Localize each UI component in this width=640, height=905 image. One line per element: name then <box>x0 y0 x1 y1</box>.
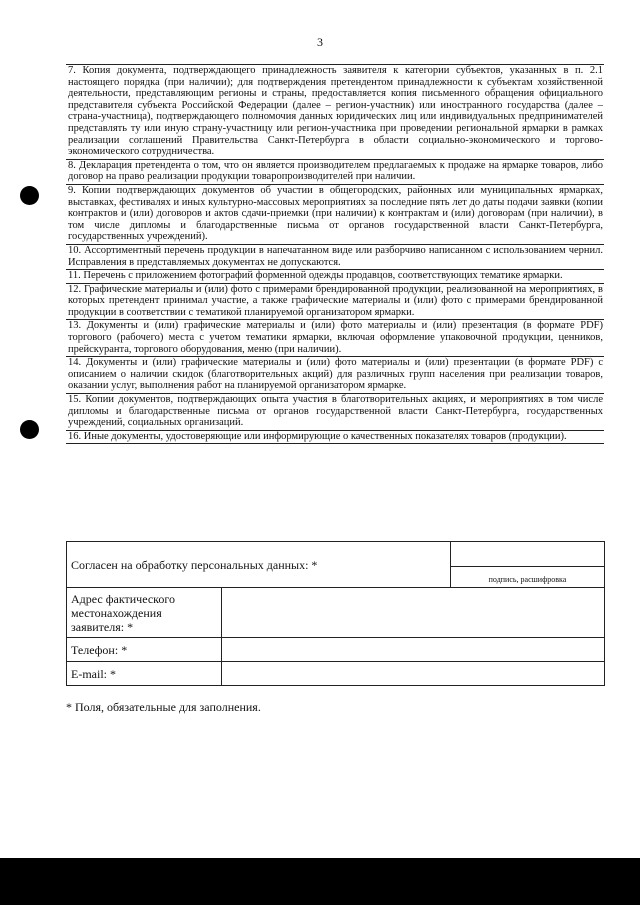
punch-hole-top <box>20 186 39 205</box>
list-item-14: 14. Документы и (или) графические материалы и (или) фото материалы и (или) презентации (в формате PDF) с описанием о наличии скидок (благотворительных акций) для различных групп населения при реализации товаров, оказании услуг, выполнения работ на планируемой организатором ярмарке. <box>66 357 604 394</box>
phone-input[interactable] <box>222 638 605 662</box>
list-item-11: 11. Перечень с приложением фотографий форменной одежды продавцов, соответствующих тематике ярмарки. <box>66 270 604 284</box>
signature-line[interactable] <box>451 542 604 567</box>
page-number: 3 <box>317 35 323 49</box>
address-input[interactable] <box>222 588 605 638</box>
list-item-13: 13. Документы и (или) графические материалы и (или) фото материалы и (или) презентация (в формате PDF) торгового (рабочего) места с учетом тематики ярмарки, включая оформление упаковочной продукции, ценников, прейскуранта, торгового оборудования, меню (при наличии). <box>66 320 604 357</box>
list-item-15: 15. Копии документов, подтверждающих опыта участия в благотворительных акциях, и мероприятиях в том числе дипломы и благодарственные письма от органов государственной власти Санкт-Петербурга, государственных учреждений, социальных организаций. <box>66 394 604 431</box>
phone-label: Телефон: * <box>67 638 222 662</box>
list-item-9: 9. Копии подтверждающих документов об участии в общегородских, районных или муниципальных ярмарках, выставках, фестивалях и иных культурно-массовых мероприятиях за последние пять лет до даты подачи заявки (копии контрактов и (или) договоров и актов сдачи-приемки (при наличии) к контрактам и (или) договорам (при наличии), в том числе дипломы и благодарственные письма от органов государственной власти Санкт-Петербурга, государственных учреждений). <box>66 185 604 245</box>
documents-list <box>66 64 604 444</box>
punch-hole-bottom <box>20 420 39 439</box>
signature-cell[interactable] <box>451 542 605 588</box>
signature-caption: подпись, расшифровка <box>488 575 567 584</box>
applicant-form <box>66 541 605 686</box>
required-fields-note: * Поля, обязательные для заполнения. <box>66 700 261 714</box>
list-item-10: 10. Ассортиментный перечень продукции в напечатанном виде или разборчиво написанном с использованием чернил. Исправления в представляемых документах не допускаются. <box>66 245 604 270</box>
list-item-7: 7. Копия документа, подтверждающего принадлежность заявителя к категории субъектов, указанных в п. 2.1 настоящего порядка (при наличии); для подтверждения претендентом принадлежности к субъектам хозяйственной деятельности, представляющим регионы и страны, предоставляется копия письменного обращения официального представителя субъекта Российской Федерации (далее – регион-участник) или иностранного государства (далее – страна-участница), подтверждающего полномочия данных юридических лиц или индивидуальных предпринимателей представлять ту или иную страну-участницу или регион-участника при проведении региональной ярмарки в рамках реализации соглашений Правительства Санкт-Петербурга в области социально-экономического и торгово-экономического сотрудничества. <box>66 65 604 160</box>
consent-label: Согласен на обработку персональных данных: * <box>67 542 451 588</box>
email-label: E-mail: * <box>67 662 222 686</box>
email-input[interactable] <box>222 662 605 686</box>
scan-edge-bar <box>0 858 640 905</box>
list-item-16: 16. Иные документы, удостоверяющие или информирующие о качественных показателях товаров (продукции). <box>66 431 604 445</box>
list-item-12: 12. Графические материалы и (или) фото с примерами брендированной продукции, реализованной на мероприятиях, в которых претендент принимал участие, а также графические материалы и (или) фото с примерами брендированной продукции в соответствии с тематикой планируемой организатором ярмарки. <box>66 284 604 321</box>
address-label: Адрес фактического местонахождения заявителя: * <box>67 588 222 638</box>
list-item-8: 8. Декларация претендента о том, что он является производителем предлагаемых к продаже на ярмарке товаров, либо договор на право реализации продукции товаропроизводителей при наличии. <box>66 160 604 185</box>
